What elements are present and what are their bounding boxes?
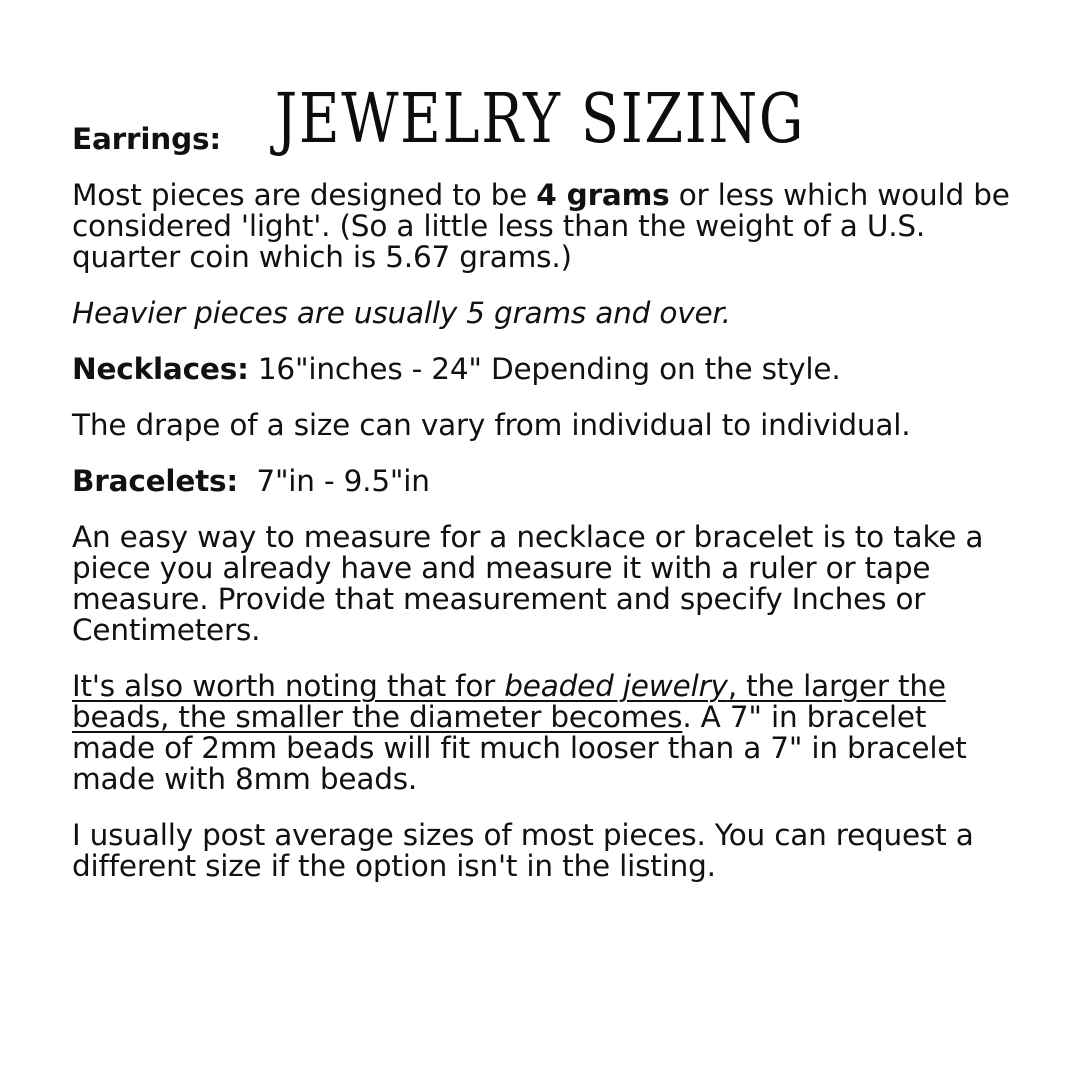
earrings-heavier-text: Heavier pieces are usually 5 grams and over. <box>72 296 731 330</box>
measure-instructions-paragraph: An easy way to measure for a necklace or bracelet is to take a piece you already have and measure it with a ruler or tape measure. Provide that measurement and specify Inches or Centimeters. <box>72 520 984 647</box>
necklaces-drape-paragraph: The drape of a size can vary from individual to individual. <box>72 408 911 442</box>
bracelets-heading: Bracelets: <box>72 464 239 498</box>
beads-note-text-2: , the larger the beads, the smaller the diameter becomes <box>72 669 946 734</box>
beads-note-paragraph <box>72 671 1012 795</box>
sizing-content <box>72 124 1012 907</box>
necklaces-paragraph <box>72 354 1012 385</box>
necklaces-range-text: 16"inches - 24" Depending on the style. <box>248 352 841 386</box>
earrings-section-heading <box>72 124 1012 155</box>
beads-note-text-rest: . A 7" in bracelet made of 2mm beads will fit much looser than a 7" in bracelet made with 8mm beads. <box>72 700 967 796</box>
beads-note-text-1: It's also worth noting that for <box>72 669 505 703</box>
necklaces-heading: Necklaces: <box>72 352 249 386</box>
earrings-weight-text-end: or less which would be considered 'light'. (So a little less than the weight of a U.S. quarter coin which is 5.67 grams.) <box>72 178 1010 274</box>
bracelets-paragraph <box>72 466 1012 497</box>
page-title: JEWELRY SIZING <box>274 79 806 159</box>
earrings-heading: Earrings: <box>72 122 221 156</box>
bracelets-range-text: 7"in - 9.5"in <box>238 464 430 498</box>
earrings-weight-paragraph <box>72 180 1012 273</box>
earrings-heavier-paragraph <box>72 298 1012 329</box>
earrings-weight-text-start: Most pieces are designed to be <box>72 178 537 212</box>
earrings-weight-emphasis: 4 grams <box>536 178 670 212</box>
beads-note-italic: beaded jewelry <box>504 669 728 703</box>
closing-paragraph: I usually post average sizes of most pieces. You can request a different size if the option isn't in the listing. <box>72 818 974 883</box>
